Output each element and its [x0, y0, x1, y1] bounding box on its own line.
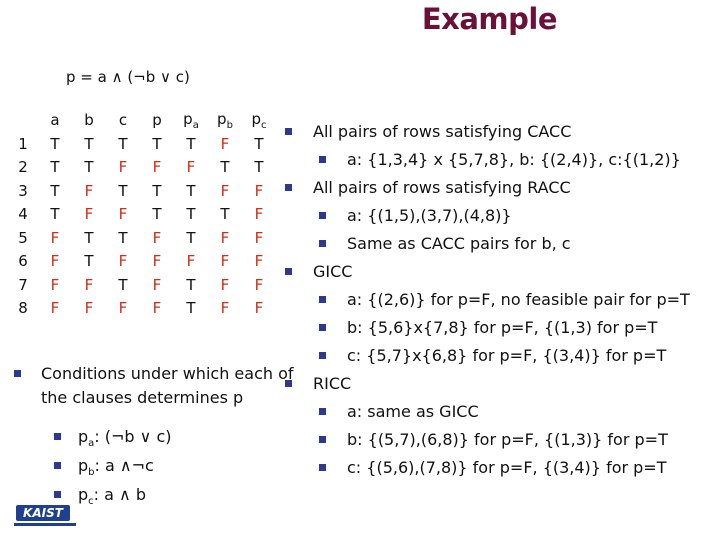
table-row	[8, 297, 276, 321]
list-item-gicc: GICC	[285, 258, 715, 286]
bullet-icon	[54, 462, 61, 469]
truth-table-header	[8, 108, 276, 132]
row-number: 8	[18, 299, 28, 318]
table-row	[8, 203, 276, 227]
cell-pb: F	[220, 134, 230, 153]
bullet-icon	[14, 370, 21, 377]
bullet-icon	[285, 128, 292, 135]
row-number: 3	[18, 181, 28, 200]
bullet-icon	[319, 156, 326, 163]
logo-underline	[14, 523, 76, 526]
cell-b: F	[84, 275, 94, 294]
cell-pa: T	[186, 181, 196, 200]
header-c: c	[118, 111, 128, 129]
table-row	[8, 179, 276, 203]
cell-a: F	[50, 252, 60, 271]
cell-p: T	[152, 181, 162, 200]
cell-pb: T	[220, 205, 230, 224]
coverage-list	[285, 118, 715, 482]
cell-c: T	[118, 275, 128, 294]
cell-pa: T	[186, 134, 196, 153]
table-row	[8, 250, 276, 274]
bullet-icon	[319, 296, 326, 303]
cell-pc: F	[254, 205, 264, 224]
table-row	[8, 226, 276, 250]
cell-b: T	[84, 252, 94, 271]
cell-pc: F	[254, 252, 264, 271]
cell-a: F	[50, 228, 60, 247]
cell-c: F	[118, 205, 128, 224]
list-item-ricc: RICC	[285, 370, 715, 398]
cell-pa: F	[186, 158, 196, 177]
row-number: 6	[18, 252, 28, 271]
cell-a: F	[50, 275, 60, 294]
bullet-icon	[285, 268, 292, 275]
bullet-icon	[319, 324, 326, 331]
cell-pb: F	[220, 252, 230, 271]
bullet-icon	[319, 240, 326, 247]
cell-p: F	[152, 299, 162, 318]
header-p: p	[152, 111, 162, 129]
cell-b: T	[84, 228, 94, 247]
kaist-logo: KAIST	[16, 505, 70, 521]
cell-b: F	[84, 205, 94, 224]
conditions-list	[14, 362, 304, 509]
list-item-gicc-b: b: {5,6}x{7,8} for p=F, {(1,3) for p=T	[285, 314, 715, 342]
cell-pb: F	[220, 181, 230, 200]
bullet-icon	[319, 408, 326, 415]
bullet-icon	[54, 433, 61, 440]
cell-pc: F	[254, 181, 264, 200]
table-row	[8, 132, 276, 156]
cell-pc: F	[254, 299, 264, 318]
cell-c: T	[118, 181, 128, 200]
list-item-conditions: Conditions under which each of the clauses determines p	[14, 362, 304, 410]
cell-a: T	[50, 205, 60, 224]
truth-table-body	[8, 132, 276, 320]
cell-p: F	[152, 275, 162, 294]
cell-pa: T	[186, 299, 196, 318]
header-pc: $p_c$	[251, 109, 267, 131]
cell-pc: F	[254, 275, 264, 294]
cell-pb: F	[220, 228, 230, 247]
bullet-icon	[285, 184, 292, 191]
cell-pb: F	[220, 299, 230, 318]
list-item-cacc: All pairs of rows satisfying CACC	[285, 118, 715, 146]
table-row	[8, 156, 276, 180]
row-number: 1	[18, 134, 28, 153]
cell-p: T	[152, 134, 162, 153]
cell-c: T	[118, 228, 128, 247]
bullet-icon	[319, 212, 326, 219]
list-item-gicc-c: c: {5,7}x{6,8} for p=F, {(3,4)} for p=T	[285, 342, 715, 370]
bullet-icon	[319, 352, 326, 359]
list-item-pa: $p_a$: (¬b ∨ c)	[14, 422, 304, 451]
list-item-pc: $p_c$: a ∧ b	[14, 480, 304, 509]
header-row-num	[8, 108, 38, 132]
cell-p: F	[152, 228, 162, 247]
cell-b: T	[84, 158, 94, 177]
cell-pc: T	[254, 158, 264, 177]
row-number: 7	[18, 275, 28, 294]
cell-pb: F	[220, 275, 230, 294]
row-number: 5	[18, 228, 28, 247]
list-item-racc-b: Same as CACC pairs for b, c	[285, 230, 715, 258]
header-pb: $p_b$	[217, 109, 233, 131]
cell-p: F	[152, 252, 162, 271]
cell-a: T	[50, 181, 60, 200]
cell-c: F	[118, 252, 128, 271]
cell-pa: T	[186, 205, 196, 224]
list-item-ricc-a: a: same as GICC	[285, 398, 715, 426]
cell-pa: T	[186, 228, 196, 247]
row-number: 2	[18, 158, 28, 177]
cell-b: F	[84, 299, 94, 318]
cell-pa: F	[186, 252, 196, 271]
bullet-icon	[54, 491, 61, 498]
list-item-cacc-a: a: {1,3,4} x {5,7,8}, b: {(2,4)}, c:{(1,2)}	[285, 146, 715, 174]
cell-a: F	[50, 299, 60, 318]
cell-a: T	[50, 158, 60, 177]
list-item-ricc-c: c: {(5,6),(7,8)} for p=F, {(3,4)} for p=T	[285, 454, 715, 482]
list-item-gicc-a: a: {(2,6)} for p=F, no feasible pair for p=T	[285, 286, 715, 314]
list-item-ricc-b: b: {(5,7),(6,8)} for p=F, {(1,3)} for p=T	[285, 426, 715, 454]
header-b: b	[84, 111, 94, 129]
table-row	[8, 273, 276, 297]
formula: p = a ∧ (¬b ∨ c)	[66, 68, 190, 86]
cell-pa: T	[186, 275, 196, 294]
cell-c: T	[118, 134, 128, 153]
list-item-racc: All pairs of rows satisfying RACC	[285, 174, 715, 202]
bullet-icon	[319, 464, 326, 471]
row-number: 4	[18, 205, 28, 224]
header-a: a	[50, 111, 60, 129]
cell-p: T	[152, 205, 162, 224]
bullet-icon	[319, 436, 326, 443]
truth-table	[8, 108, 276, 320]
cell-pc: T	[254, 134, 264, 153]
slide-title: Example	[421, 2, 557, 36]
cell-pb: T	[220, 158, 230, 177]
cell-b: F	[84, 181, 94, 200]
list-item-racc-a: a: {(1,5),(3,7),(4,8)}	[285, 202, 715, 230]
cell-b: T	[84, 134, 94, 153]
cell-c: F	[118, 299, 128, 318]
cell-c: F	[118, 158, 128, 177]
list-item-pb: $p_b$: a ∧¬c	[14, 451, 304, 480]
header-pa: $p_a$	[183, 109, 199, 131]
cell-pc: F	[254, 228, 264, 247]
cell-p: F	[152, 158, 162, 177]
cell-a: T	[50, 134, 60, 153]
